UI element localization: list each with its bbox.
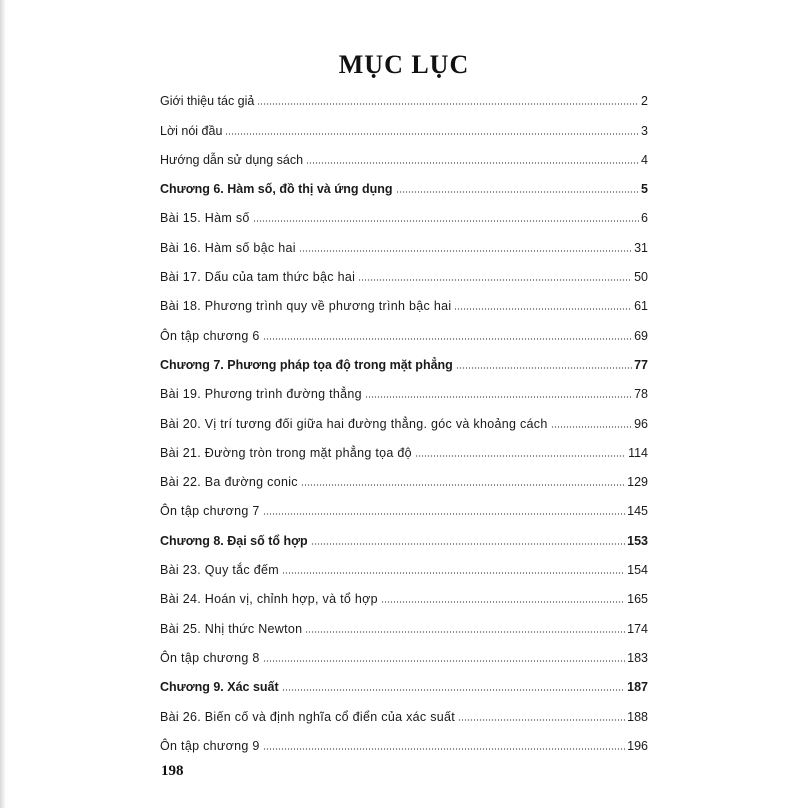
toc-entry bbox=[160, 255, 648, 284]
toc-entry-label: Ôn tập chương 8 bbox=[160, 650, 260, 665]
toc-entry-page: 31 bbox=[634, 240, 648, 255]
toc-entry-page: 174 bbox=[627, 621, 648, 636]
toc-entry-page: 4 bbox=[641, 152, 648, 167]
toc-entry-page: 96 bbox=[634, 416, 648, 431]
dot-leader bbox=[311, 543, 625, 545]
toc-entry bbox=[160, 401, 648, 430]
toc-entry bbox=[160, 138, 648, 167]
toc-entry-label: Bài 15. Hàm số bbox=[160, 211, 250, 226]
toc-entry-page: 6 bbox=[641, 211, 648, 226]
toc-entry-label: Bài 22. Ba đường conic bbox=[160, 475, 298, 490]
toc-entry-label: Hướng dẫn sử dụng sách bbox=[160, 152, 304, 167]
toc-entry-label: Bài 24. Hoán vị, chỉnh hợp, và tổ hợp bbox=[160, 592, 378, 607]
toc-entry bbox=[160, 313, 648, 342]
toc-entry bbox=[160, 372, 648, 401]
toc-entry-label: Lời nói đầu bbox=[160, 123, 223, 138]
dot-leader bbox=[454, 308, 632, 310]
toc-entry-page: 154 bbox=[627, 563, 648, 578]
toc-entry-page: 69 bbox=[634, 328, 648, 343]
toc-entry bbox=[160, 694, 648, 723]
dot-leader bbox=[225, 133, 639, 135]
dot-leader bbox=[263, 513, 626, 515]
dot-leader bbox=[415, 455, 626, 457]
toc-entry-page: 145 bbox=[627, 504, 648, 519]
page-title: MỤC LỤC bbox=[338, 50, 470, 79]
toc-entry-page: 2 bbox=[641, 94, 648, 109]
dot-leader bbox=[301, 484, 625, 486]
toc-entry bbox=[160, 225, 648, 254]
toc-entry-label: Bài 18. Phương trình quy về phương trình bậc hai bbox=[160, 299, 452, 314]
dot-leader bbox=[299, 250, 632, 252]
dot-leader bbox=[365, 396, 632, 398]
dot-leader bbox=[305, 631, 625, 633]
page-number: 198 bbox=[161, 763, 184, 779]
toc-entry bbox=[160, 284, 648, 313]
toc-entry bbox=[160, 636, 648, 665]
toc-entry bbox=[160, 460, 648, 489]
toc-entry-page: 50 bbox=[634, 270, 648, 285]
toc-entry-page: 188 bbox=[627, 709, 648, 724]
toc-entry-label: Bài 20. Vị trí tương đối giữa hai đường thẳng. góc và khoảng cách bbox=[160, 416, 548, 431]
toc-entry-label: Ôn tập chương 7 bbox=[160, 504, 260, 519]
toc-entry-label: Ôn tập chương 9 bbox=[160, 738, 260, 753]
toc-entry-label: Chương 7. Phương pháp tọa độ trong mặt phẳng bbox=[160, 357, 453, 372]
dot-leader bbox=[551, 426, 632, 428]
toc-entry-page: 78 bbox=[634, 387, 648, 402]
toc-entry bbox=[160, 196, 648, 225]
dot-leader bbox=[263, 338, 633, 340]
toc-entry-label: Bài 16. Hàm số bậc hai bbox=[160, 240, 296, 255]
toc-chapter-entry bbox=[160, 665, 648, 694]
toc-entry-label: Bài 17. Dấu của tam thức bậc hai bbox=[160, 270, 356, 285]
toc-entry bbox=[160, 108, 648, 137]
toc-entry-page: 5 bbox=[641, 182, 648, 197]
toc-chapter-entry bbox=[160, 167, 648, 196]
dot-leader bbox=[257, 103, 639, 105]
dot-leader bbox=[396, 191, 640, 193]
toc-entry-page: 77 bbox=[634, 357, 648, 372]
toc-entry-label: Chương 8. Đại số tổ hợp bbox=[160, 533, 308, 548]
toc-entry bbox=[160, 606, 648, 635]
toc-entry-label: Chương 6. Hàm số, đồ thị và ứng dụng bbox=[160, 182, 393, 197]
toc-entry-label: Bài 23. Quy tắc đếm bbox=[160, 563, 279, 578]
toc-entry-page: 61 bbox=[634, 299, 648, 314]
toc-entry-label: Bài 21. Đường tròn trong mặt phẳng tọa độ bbox=[160, 445, 412, 460]
dot-leader bbox=[358, 279, 632, 281]
toc-entry-page: 114 bbox=[628, 445, 648, 460]
toc-entry bbox=[160, 431, 648, 460]
dot-leader bbox=[263, 748, 626, 750]
toc-entry bbox=[160, 724, 648, 753]
toc-entry-label: Giới thiệu tác giả bbox=[160, 94, 255, 109]
dot-leader bbox=[253, 220, 639, 222]
toc-entry-page: 165 bbox=[627, 592, 648, 607]
toc-entry-page: 3 bbox=[641, 123, 648, 138]
dot-leader bbox=[263, 660, 626, 662]
toc-entry-label: Bài 19. Phương trình đường thẳng bbox=[160, 387, 362, 402]
toc-entry bbox=[160, 577, 648, 606]
dot-leader bbox=[282, 689, 625, 691]
toc-entry-page: 196 bbox=[627, 738, 648, 753]
dot-leader bbox=[456, 367, 632, 369]
dot-leader bbox=[282, 572, 625, 574]
page-binding-shadow bbox=[0, 0, 6, 808]
dot-leader bbox=[458, 719, 625, 721]
dot-leader bbox=[381, 601, 625, 603]
toc-entry-label: Bài 26. Biến cố và định nghĩa cổ điển của xác suất bbox=[160, 709, 456, 724]
toc-entry-label: Ôn tập chương 6 bbox=[160, 328, 260, 343]
toc-entry-page: 129 bbox=[627, 475, 648, 490]
toc-entry-label: Bài 25. Nhị thức Newton bbox=[160, 621, 303, 636]
dot-leader bbox=[306, 162, 639, 164]
toc-chapter-entry bbox=[160, 343, 648, 372]
toc-entry bbox=[160, 548, 648, 577]
toc-entry bbox=[160, 489, 648, 518]
toc-entry-page: 187 bbox=[627, 680, 648, 695]
toc-entry-page: 183 bbox=[627, 650, 648, 665]
toc-entry-page: 153 bbox=[627, 533, 648, 548]
table-of-contents bbox=[160, 79, 648, 753]
toc-chapter-entry bbox=[160, 518, 648, 547]
toc-entry bbox=[160, 79, 648, 108]
toc-entry-label: Chương 9. Xác suất bbox=[160, 680, 279, 695]
